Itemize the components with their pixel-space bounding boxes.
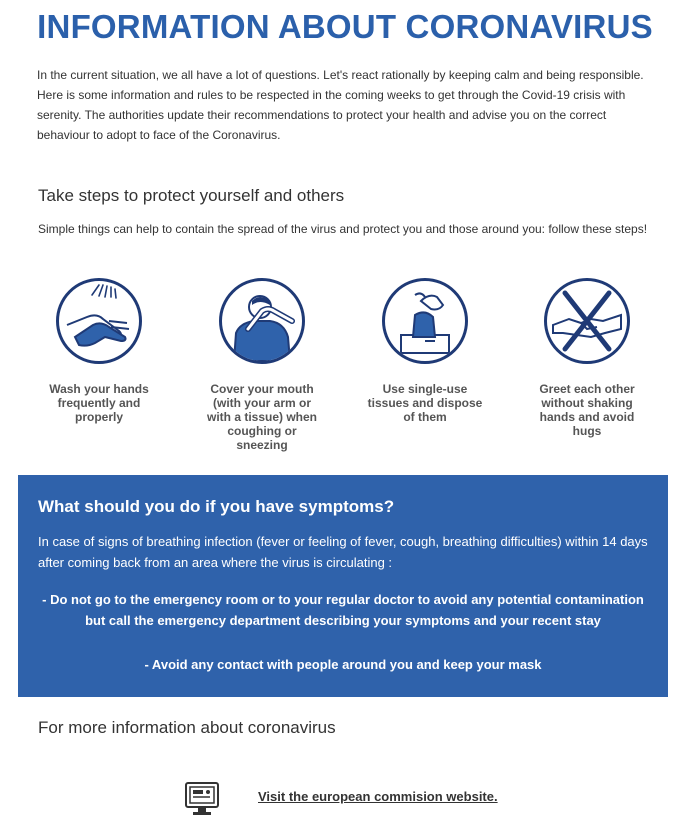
symptoms-bullet-avoid-contact: - Avoid any contact with people around you and keep your mask [144,657,542,672]
protect-heading: Take steps to protect yourself and others [38,186,345,205]
step-cover-mouth [187,278,337,452]
european-commission-link[interactable]: Visit the european commision website. [258,789,498,804]
symptoms-text: In case of signs of breathing infection (fever or feeling of fever, cough, breathing difficulties) within 14 days after coming back from an area where the virus is circulating : [38,534,648,570]
step-caption: Greet each other without shaking hands and avoid hugs [539,382,635,438]
step-use-tissues [350,278,500,424]
more-info-heading: For more information about coronavirus [38,718,336,737]
no-handshake-icon [544,278,630,364]
step-caption: Cover your mouth (with your arm or with a tissue) when coughing or sneezing [206,382,317,452]
step-no-handshake [512,278,662,438]
hand-washing-icon [56,278,142,364]
symptoms-title: What should you do if you have symptoms? [38,497,395,516]
page-title: INFORMATION ABOUT CORONAVIRUS [37,8,653,45]
intro-paragraph: In the current situation, we all have a lot of questions. Let's react rationally by keeping calm and being responsible. Here is some information and rules to be respected in the coming weeks to get through the Covid-19 crisis with serenity. The authorities update their recommendations to protect your health and advise you on the correct behaviour to adopt to face of the Coronavirus. [37,68,644,142]
symptoms-bullet-emergency: - Do not go to the emergency room or to your regular doctor to avoid any potential contamination but call the emergency department describing your symptoms and your recent stay [42,592,644,628]
tissue-box-icon [382,278,468,364]
step-wash-hands [24,278,174,424]
computer-monitor-icon [184,781,220,817]
protection-steps [0,278,690,458]
protect-subtext: Simple things can help to contain the spread of the virus and protect you and those around you: follow these steps! [38,222,648,236]
cough-elbow-icon [219,278,305,364]
step-caption: Wash your hands frequently and properly [49,382,149,424]
symptoms-panel [18,475,668,697]
step-caption: Use single-use tissues and dispose of them [367,382,483,424]
